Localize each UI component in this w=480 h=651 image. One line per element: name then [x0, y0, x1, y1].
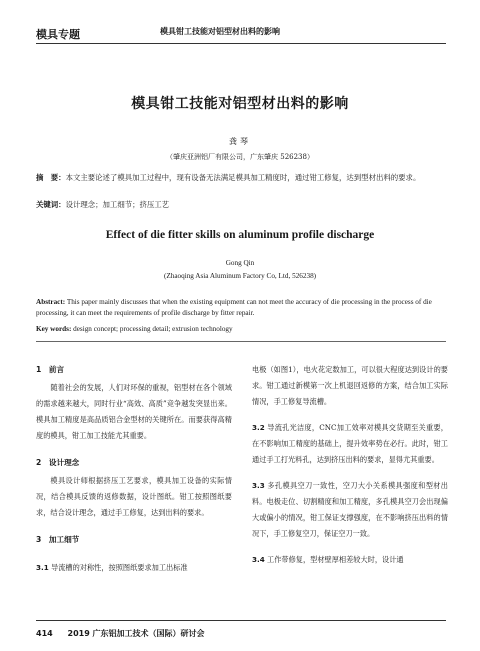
section-3-4-text: 工作带修复，型材壁厚相差较大时，设计通: [267, 555, 404, 564]
abstract-rule: [36, 341, 446, 342]
section-3-3-text: 多孔模具空刀一致性，空刀大小关系模具强度和型材出料。电极走位、切割精度和加工精度，多孔模具空刀会出现偏大或偏小的情况，钳工保证支撑强度，在不影响挤压出料的情况下，手工修复空刀，保证空刀一致。: [252, 481, 448, 538]
journal-name: 2019 广东铝加工技术（国际）研讨会: [67, 629, 205, 638]
section-3-1-number: 3.1: [36, 563, 49, 572]
keywords-en-text: design concept; processing detail; extrusion technology: [73, 325, 233, 333]
keywords-en: [36, 325, 448, 333]
section-1-text: 随着社会的发展，人们对环保的重视，铝型材在各个领域的需求越来越大，同时行业“高效、高质”竞争越发突显出来。模具加工精度是高品质铝合金型材的关键所在。而要获得高精度的模具，钳工加工技能尤其重要。: [36, 383, 232, 440]
section-3-2-text: 导流孔光洁度，CNC加工效率对模具交货期至关重要，在不影响加工精度的基础上，提升效率势在必行。此时，钳工通过手工打光料孔，达到挤压出料的要求，显得尤其重要。: [252, 423, 448, 464]
header-rule: [36, 43, 446, 44]
section-3-1: [36, 560, 232, 576]
section-3-3-number: 3.3: [252, 481, 265, 490]
section-1-heading: 1 前言: [36, 365, 65, 374]
section-2-heading: 2 设计理念: [36, 458, 80, 467]
section-3-heading: 3 加工细节: [36, 535, 80, 544]
section-3-2: [252, 420, 448, 468]
abstract-en: [36, 297, 448, 319]
section-3-4-number: 3.4: [252, 555, 265, 564]
footer-rule: [36, 620, 446, 621]
abstract-en-label: Abstract:: [36, 298, 66, 306]
section-3-3: [252, 478, 448, 542]
section-3-2-number: 3.2: [252, 423, 265, 432]
page-number: 414: [36, 629, 53, 638]
affiliation-en: (Zhaoqing Asia Aluminum Factory Co, Ltd, 526238): [163, 272, 317, 280]
left-column: [36, 362, 232, 576]
keywords-en-label: Key words:: [36, 325, 72, 333]
section-2-text: 模具设计师根据挤压工艺要求，模具加工设备的实际情况，结合模具反馈的返修数据，设计图纸。钳工按照图纸要求，结合设计理念，通过手工修复，达到出料的要求。: [36, 476, 232, 517]
keywords-cn: [36, 199, 448, 210]
page-footer: [36, 628, 205, 639]
keywords-cn-text: 设计理念；加工细节；挤压工艺: [65, 200, 170, 209]
paper-title-cn: 模具钳工技能对铝型材出料的影响: [131, 96, 349, 112]
header-section: 模具专题: [36, 28, 80, 41]
section-3-4: [252, 552, 448, 568]
page-header: [0, 0, 480, 41]
abstract-cn-text: 本文主要论述了模具加工过程中，现有设备无法满足模具加工精度时，通过钳工修复，达到型材出料的要求。: [65, 173, 421, 182]
right-col-continuation: 电极（如图1），电火花定数加工，可以很大程度达到设计的要求。钳工通过新模第一次上机退回返修的方案，结合加工实际情况，手工修复导流槽。: [252, 365, 448, 406]
section-3-1-text: 导流槽的对称性，按照图纸要求加工出标准: [51, 563, 188, 572]
affiliation-cn: （肇庆亚洲铝厂有限公司，广东肇庆 526238）: [166, 153, 314, 161]
header-running-title: 模具钳工技能对铝型材出料的影响: [160, 27, 280, 36]
right-column: [252, 362, 448, 568]
abstract-cn-label: 摘 要：: [36, 173, 66, 182]
paper-title-en: Effect of die fitter skills on aluminum profile discharge: [105, 229, 375, 241]
author-en: Gong Qin: [225, 259, 255, 267]
abstract-en-text: This paper mainly discusses that when the existing equipment can not meet the accuracy of die processing in the process of die processing, it can meet the requirements of profile discharge by fitter repair.: [36, 298, 432, 317]
author-cn: 龚琴: [229, 137, 251, 146]
abstract-cn: [36, 170, 448, 185]
keywords-cn-label: 关键词：: [36, 200, 66, 209]
